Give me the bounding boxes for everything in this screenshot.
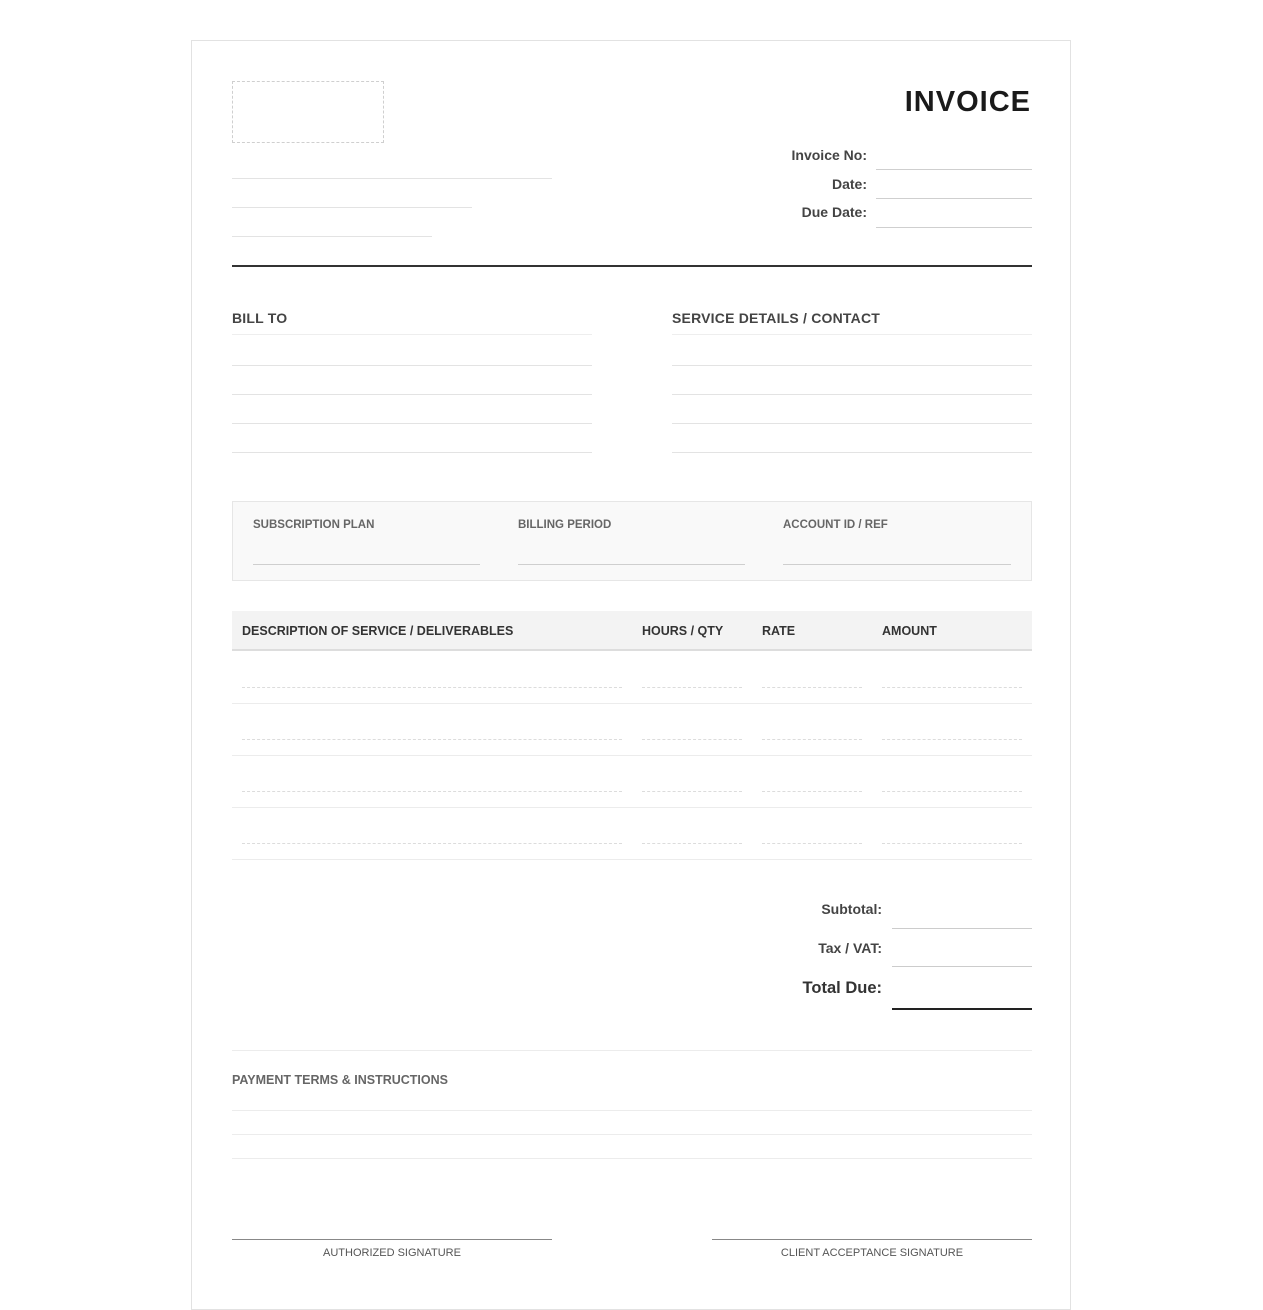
tax-field[interactable] [892,966,1032,967]
due-date-label: Due Date: [801,204,867,220]
invoice-no-label: Invoice No: [791,147,867,163]
row-3-description[interactable] [242,791,622,792]
logo-placeholder[interactable] [232,81,384,143]
row-1-amount[interactable] [882,687,1022,688]
service-details-line-2[interactable] [672,365,1032,366]
column-rate: RATE [762,624,796,638]
row-1-qty[interactable] [642,687,742,688]
row-2-amount[interactable] [882,739,1022,740]
bill-to-label: BILL TO [232,310,288,326]
date-field[interactable] [876,198,1032,199]
bill-to-line-2[interactable] [232,365,592,366]
invoice-no-field[interactable] [876,169,1032,170]
service-details-line-3[interactable] [672,394,1032,395]
row-2-qty[interactable] [642,739,742,740]
bill-to-line-4[interactable] [232,423,592,424]
table-row [232,807,1032,808]
service-details-line-4[interactable] [672,423,1032,424]
row-4-description[interactable] [242,843,622,844]
row-3-rate[interactable] [762,791,862,792]
account-id-label: ACCOUNT ID / REF [783,519,888,531]
bill-to-line-3[interactable] [232,394,592,395]
subtotal-label: Subtotal: [821,901,882,917]
service-details-line-1 [672,334,1032,335]
terms-line-2[interactable] [232,1134,1032,1135]
row-2-rate[interactable] [762,739,862,740]
invoice-page [191,40,1071,1310]
billing-period-field[interactable] [518,564,745,565]
invoice-title: INVOICE [904,86,1031,118]
column-description: DESCRIPTION OF SERVICE / DELIVERABLES [242,624,514,638]
service-details-line-5[interactable] [672,452,1032,453]
authorized-signature-label: AUTHORIZED SIGNATURE [323,1247,461,1259]
row-2-description[interactable] [242,739,622,740]
bill-to-line-5[interactable] [232,452,592,453]
row-4-amount[interactable] [882,843,1022,844]
terms-line-1[interactable] [232,1110,1032,1111]
subscription-plan-field[interactable] [253,564,480,565]
total-due-label: Total Due: [802,979,882,997]
company-address-line-3[interactable] [232,236,432,237]
billing-period-label: BILLING PERIOD [518,519,612,531]
column-hours-qty: HOURS / QTY [642,624,724,638]
items-table-header [232,611,1032,651]
column-amount: AMOUNT [882,624,937,638]
authorized-signature-line[interactable] [232,1239,552,1240]
terms-line-3[interactable] [232,1158,1032,1159]
total-due-field[interactable] [892,1008,1032,1010]
row-1-rate[interactable] [762,687,862,688]
bill-to-line-1 [232,334,592,335]
header-divider [232,265,1032,267]
terms-top-divider [232,1050,1032,1051]
row-3-amount[interactable] [882,791,1022,792]
company-address-line-1[interactable] [232,178,552,179]
tax-label: Tax / VAT: [818,940,882,956]
account-id-field[interactable] [783,564,1011,565]
subscription-plan-label: SUBSCRIPTION PLAN [253,519,375,531]
row-3-qty[interactable] [642,791,742,792]
date-label: Date: [831,176,867,192]
table-row [232,755,1032,756]
payment-terms-label: PAYMENT TERMS & INSTRUCTIONS [232,1073,448,1087]
company-address-line-2[interactable] [232,207,472,208]
subscription-info-box [232,501,1032,581]
table-row [232,703,1032,704]
service-details-label: SERVICE DETAILS / CONTACT [672,310,881,326]
due-date-field[interactable] [876,227,1032,228]
client-signature-label: CLIENT ACCEPTANCE SIGNATURE [780,1247,964,1259]
row-1-description[interactable] [242,687,622,688]
row-4-rate[interactable] [762,843,862,844]
row-4-qty[interactable] [642,843,742,844]
client-signature-line[interactable] [712,1239,1032,1240]
subtotal-field[interactable] [892,928,1032,929]
table-row [232,859,1032,860]
